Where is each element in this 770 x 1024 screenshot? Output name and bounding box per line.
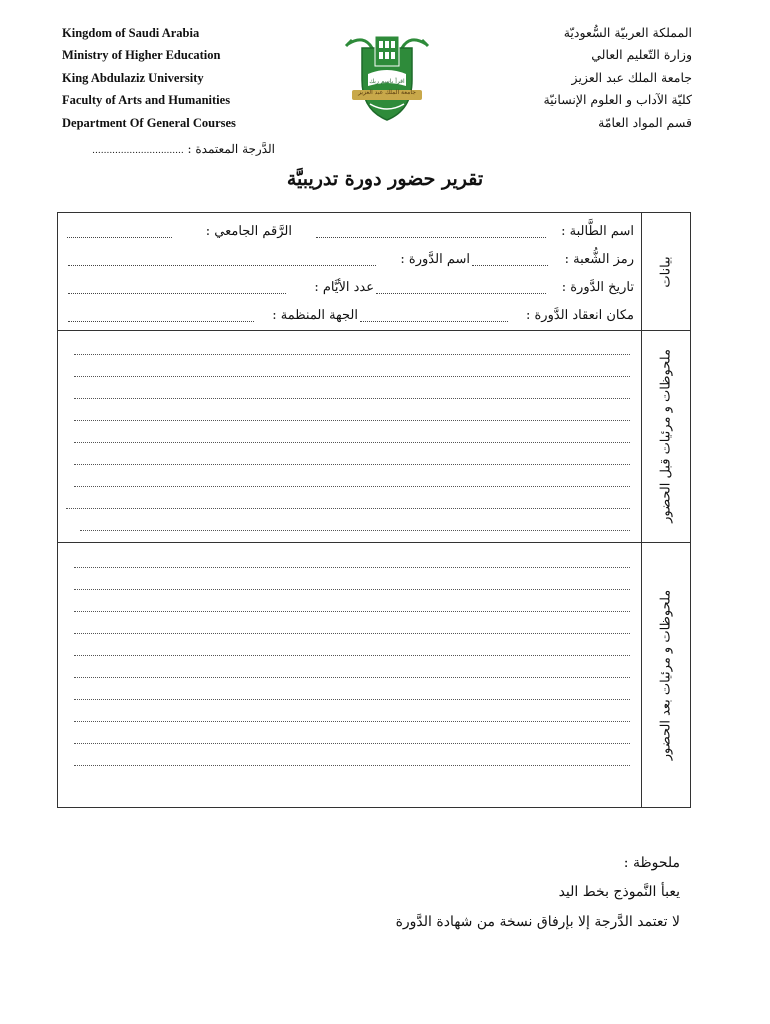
before-line-6[interactable] bbox=[74, 464, 630, 465]
grade-label: الدَّرجة المعتمدة : bbox=[187, 142, 275, 156]
venue-input[interactable] bbox=[360, 311, 508, 322]
university-id-input[interactable] bbox=[67, 227, 172, 238]
before-side-label-cell bbox=[641, 330, 690, 542]
info-section bbox=[58, 213, 690, 331]
after-line-6[interactable] bbox=[74, 677, 630, 678]
form-title: تقرير حضور دورة تدريبيَّة bbox=[286, 168, 484, 190]
header-en-line-3: King Abdulaziz University bbox=[62, 70, 204, 85]
before-line-2[interactable] bbox=[74, 376, 630, 377]
days-count-input[interactable] bbox=[68, 283, 286, 294]
organizer-input[interactable] bbox=[68, 311, 254, 322]
after-line-1[interactable] bbox=[74, 567, 630, 568]
student-name-label: اسم الطَّالبة : bbox=[561, 224, 634, 239]
logo-motto: اقرأ باسم ربك bbox=[369, 78, 405, 85]
after-line-8[interactable] bbox=[74, 721, 630, 722]
notes-heading: ملحوظة : bbox=[623, 855, 680, 871]
before-line-8[interactable] bbox=[66, 508, 630, 509]
after-line-7[interactable] bbox=[74, 699, 630, 700]
header-ar-line-5: قسم المواد العامّة bbox=[598, 114, 692, 130]
header-arabic bbox=[543, 22, 692, 134]
after-line-5[interactable] bbox=[74, 655, 630, 656]
days-count-label: عدد الأيَّام : bbox=[314, 280, 374, 295]
header-ar-line-2: وزارة التّعليم العالي bbox=[591, 47, 692, 63]
before-line-4[interactable] bbox=[74, 420, 630, 421]
header-en-line-5: Department Of General Courses bbox=[62, 115, 236, 130]
row-venue-organizer bbox=[58, 305, 642, 327]
row-student bbox=[58, 221, 642, 243]
course-date-label: تاريخ الدَّورة : bbox=[561, 280, 634, 295]
header-en-line-1: Kingdom of Saudi Arabia bbox=[62, 26, 200, 40]
university-logo-icon bbox=[342, 30, 432, 122]
header-ar-line-3: جامعة الملك عبد العزيز bbox=[571, 69, 692, 85]
before-line-5[interactable] bbox=[74, 442, 630, 443]
after-line-4[interactable] bbox=[74, 633, 630, 634]
section-code-input[interactable] bbox=[472, 255, 548, 266]
before-line-1[interactable] bbox=[74, 354, 630, 355]
student-name-input[interactable] bbox=[316, 227, 546, 238]
row-date-days bbox=[58, 277, 642, 299]
section-code-label: رمز الشُّعبة : bbox=[564, 252, 634, 267]
notes-line-2: لا تعتمد الدَّرجة إلا بإرفاق نسخة من شهادة الدَّورة bbox=[395, 914, 680, 930]
after-line-10[interactable] bbox=[74, 765, 630, 766]
before-section-label: ملحوظات و مرئيات قبل الحضور bbox=[658, 349, 674, 523]
header-english bbox=[62, 22, 236, 134]
grade-dots: ................................ bbox=[92, 146, 184, 156]
before-line-3[interactable] bbox=[74, 398, 630, 399]
after-line-2[interactable] bbox=[74, 589, 630, 590]
university-id-label: الرَّقم الجامعي : bbox=[205, 224, 292, 239]
notes-before-section bbox=[58, 330, 690, 543]
after-section-label: ملحوظات و مرئيات بعد الحضور bbox=[658, 589, 674, 761]
after-line-3[interactable] bbox=[74, 611, 630, 612]
header-en-line-4: Faculty of Arts and Humanities bbox=[62, 93, 231, 108]
row-section-course bbox=[58, 249, 642, 271]
venue-label: مكان انعقاد الدَّورة : bbox=[525, 308, 634, 323]
before-line-7[interactable] bbox=[74, 486, 630, 487]
logo-text: جامعة الملك عبد العزيز bbox=[358, 89, 416, 96]
after-line-9[interactable] bbox=[74, 743, 630, 744]
after-side-label-cell bbox=[641, 543, 690, 807]
header-en-line-2: Ministry of Higher Education bbox=[62, 48, 221, 63]
header-ar-line-1: المملكة العربيّة السُّعوديّة bbox=[563, 25, 692, 40]
organizer-label: الجهة المنظمة : bbox=[272, 308, 358, 323]
notes-after-section bbox=[58, 543, 690, 807]
notes-line-1: يعبأ النَّموذج بخط اليد bbox=[558, 884, 680, 900]
grade-field bbox=[92, 142, 275, 156]
before-line-9[interactable] bbox=[80, 530, 630, 531]
header-ar-line-4: كليّة الآداب و العلوم الإنسانيّة bbox=[543, 92, 692, 108]
report-form bbox=[57, 212, 691, 808]
info-side-label-cell bbox=[641, 213, 690, 330]
course-name-label: اسم الدَّورة : bbox=[400, 252, 470, 267]
course-name-input[interactable] bbox=[68, 255, 376, 266]
info-section-label: بيانات bbox=[658, 255, 674, 288]
course-date-input[interactable] bbox=[376, 283, 546, 294]
